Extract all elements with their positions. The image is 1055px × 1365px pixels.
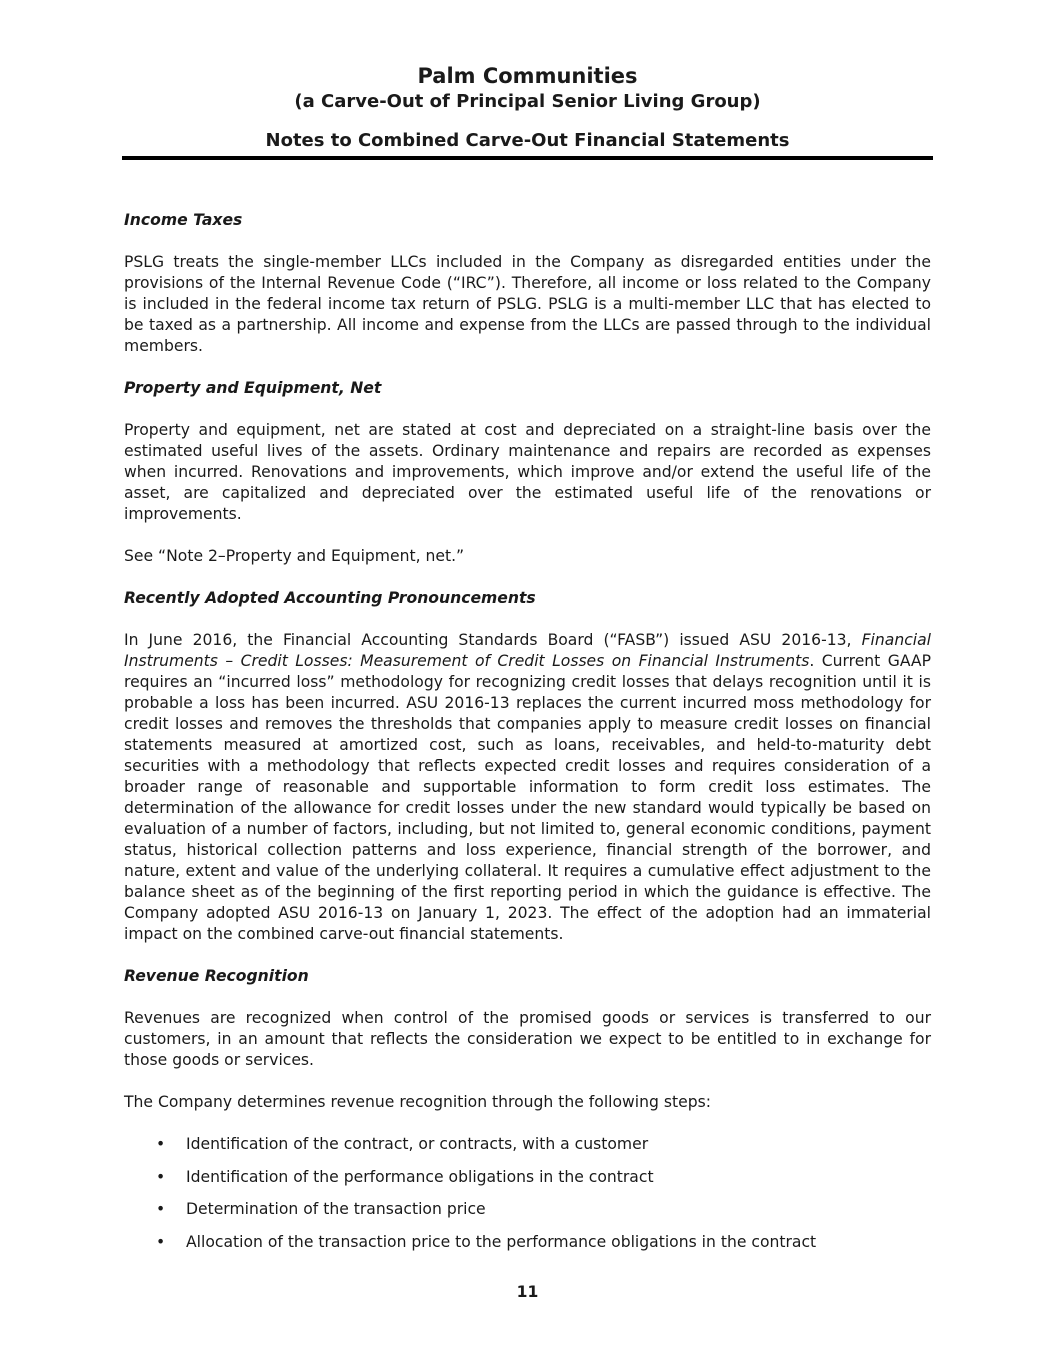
- accounting-heading: Recently Adopted Accounting Pronouncements: [124, 589, 536, 607]
- company-subtitle: (a Carve-Out of Principal Senior Living Group): [294, 91, 761, 112]
- income-taxes-paragraph: PSLG treats the single-member LLCs included in the Company as disregarded entities under the provisions of the Internal Revenue Code (“IRC”). Therefore, all income or loss related to the Company is included in the federal income tax return of PSLG. PSLG is a multi-member LLC that has elected to be taxed as a partnership. All income and expense from the LLCs are passed through to the individual members.: [124, 253, 931, 355]
- revenue-steps-list: [124, 1134, 931, 1253]
- bullet-icon: •: [156, 1135, 166, 1153]
- revenue-heading: Revenue Recognition: [124, 967, 309, 985]
- list-item: [124, 1134, 931, 1155]
- accounting-paragraph: [124, 630, 931, 945]
- page-content: [124, 210, 931, 1264]
- revenue-steps-intro: The Company determines revenue recognition through the following steps:: [124, 1093, 711, 1111]
- list-item: [124, 1167, 931, 1188]
- step-text: Allocation of the transaction price to the performance obligations in the contract: [186, 1232, 817, 1251]
- step-text: Identification of the performance obligations in the contract: [186, 1167, 654, 1186]
- income-taxes-heading: Income Taxes: [124, 211, 243, 229]
- page-number: 11: [516, 1283, 539, 1301]
- accounting-rest: . Current GAAP requires an “incurred loss” methodology for recognizing credit losses that delays recognition until it is probable a loss has been incurred. ASU 2016-13 replaces the current incurred moss methodology for credit losses and removes the thresholds that companies apply to measure credit losses on financial statements measured at amortized cost, such as loans, receivables, and held-to-maturity debt securities with a methodology that reflects expected credit losses and requires consideration of a broader range of reasonable and supportable information to form credit loss estimates. The determination of the allowance for credit losses under the new standard would typically be based on evaluation of a number of factors, including, but not limited to, general economic conditions, payment status, historical collection patterns and loss experience, financial strength of the borrower, and nature, extent and value of the underlying collateral. It requires a cumulative effect adjustment to the balance sheet as of the beginning of the first reporting period in which the guidance is effective. The Company adopted ASU 2016-13 on January 1, 2023. The effect of the adoption had an immaterial impact on the combined carve-out financial statements.: [124, 652, 931, 943]
- list-item: [124, 1199, 931, 1220]
- accounting-intro: In June 2016, the Financial Accounting Standards Board (“FASB”) issued ASU 2016-13,: [124, 631, 862, 649]
- section-title: Notes to Combined Carve-Out Financial Statements: [265, 130, 790, 151]
- step-text: Determination of the transaction price: [186, 1200, 486, 1218]
- property-heading: Property and Equipment, Net: [124, 379, 382, 397]
- header-rule: [122, 156, 933, 160]
- page-header: [122, 62, 933, 153]
- company-name: Palm Communities: [417, 64, 638, 88]
- property-see-note: See “Note 2–Property and Equipment, net.”: [124, 547, 465, 565]
- step-text: Identification of the contract, or contracts, with a customer: [186, 1135, 649, 1153]
- revenue-paragraph: Revenues are recognized when control of the promised goods or services is transferred to our customers, in an amount that reflects the consideration we expect to be entitled to in exchange for those goods or services.: [124, 1009, 931, 1069]
- bullet-icon: •: [156, 1200, 166, 1218]
- bullet-icon: •: [156, 1167, 166, 1186]
- property-paragraph: Property and equipment, net are stated at cost and depreciated on a straight-line basis over the estimated useful lives of the assets. Ordinary maintenance and repairs are recorded as expenses when incurred. Renovations and improvements, which improve and/or extend the useful life of the asset, are capitalized and depreciated over the estimated useful life of the renovations or improvements.: [124, 421, 931, 523]
- accounting-asu-title: Financial Instruments – Credit Losses: Measurement of Credit Losses on Financial Instruments: [124, 631, 931, 670]
- list-item: [124, 1232, 931, 1253]
- bullet-icon: •: [156, 1232, 166, 1251]
